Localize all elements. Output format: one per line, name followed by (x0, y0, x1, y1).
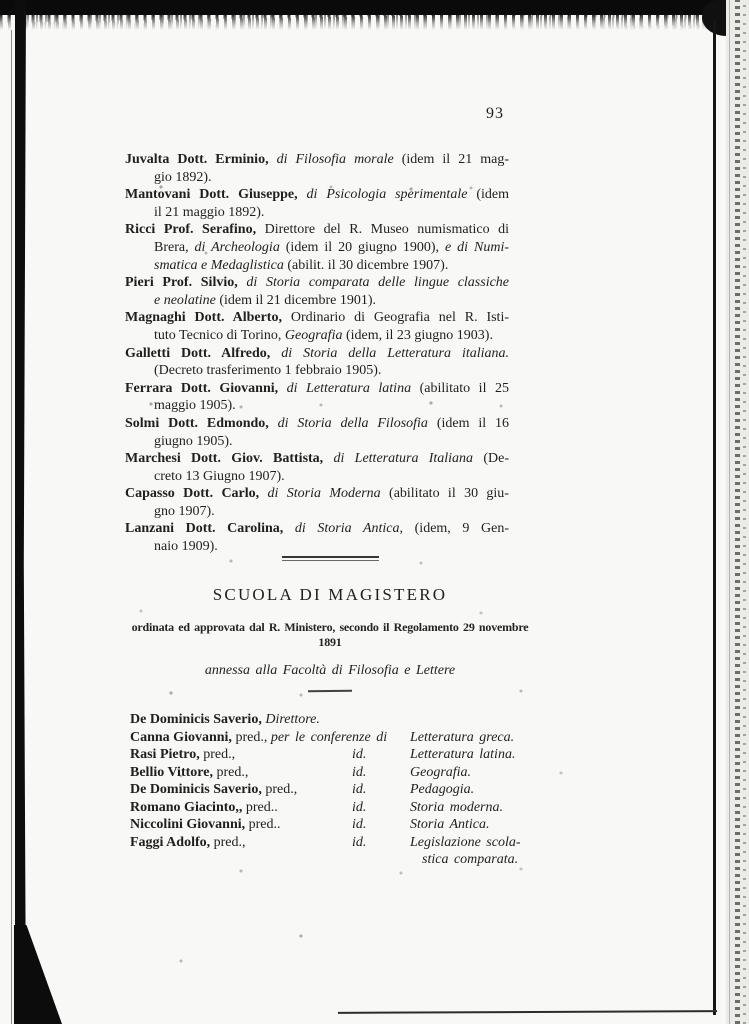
text-run: Faggi Adolfo, (130, 834, 214, 850)
magistero-cell (352, 816, 410, 834)
text-run: pred., (265, 782, 298, 797)
scan-speckle-noise (0, 0, 2, 2)
text-run: Galletti Dott. Alfredo, (125, 345, 282, 361)
text-run: di Filosofia morale (276, 152, 402, 167)
entry-line (125, 450, 509, 468)
double-rule-divider (282, 556, 379, 561)
entry-line (125, 362, 509, 380)
text-run: id. (352, 834, 367, 850)
faculty-entry (125, 485, 509, 520)
scan-left-hairline (11, 30, 12, 1024)
magistero-row (130, 746, 550, 764)
faculty-entry (125, 380, 509, 415)
entry-line (125, 239, 509, 257)
text-run: Pieri Prof. Silvio, (125, 275, 247, 291)
magistero-cell (410, 816, 550, 834)
text-run: (idem il 21 dicembre 1901). (219, 292, 376, 308)
text-run: Mantovani Dott. Giuseppe, (125, 187, 307, 203)
text-run: Lanzani Dott. Carolina, (125, 521, 295, 537)
text-run: (idem (476, 187, 509, 203)
text-run: di Letteratura Italiana (333, 451, 484, 467)
magistero-row (130, 764, 550, 782)
entry-line (125, 485, 509, 503)
magistero-table (130, 711, 550, 869)
text-run: per le conferenze di (270, 729, 388, 745)
scan-right-hairline (729, 0, 730, 1024)
text-run: (abilit. il 30 dicembre 1907). (287, 257, 449, 273)
text-run: e di Numi- (445, 239, 509, 255)
magistero-cell (352, 764, 410, 782)
entry-line (125, 468, 509, 486)
text-run: gio 1892). (154, 169, 212, 185)
magistero-cell (352, 799, 410, 817)
entry-line (125, 274, 509, 292)
text-run: pred.. (248, 817, 281, 832)
text-run: pred., (213, 834, 246, 850)
text-run: Niccolini Giovanni, (130, 817, 249, 832)
text-run: (idem, il 23 giugno 1903). (345, 327, 493, 343)
section-subtitle-faculty: annessa alla Facoltà di Filosofia e Lettere (204, 663, 456, 678)
magistero-section-header (130, 556, 530, 692)
text-run: Geografia. (410, 764, 472, 780)
scan-right-noise (735, 0, 740, 1024)
text-run: Romano Giacinto,, (130, 799, 246, 815)
text-run: id. (352, 799, 367, 815)
scan-right-page-edge-line (713, 20, 716, 1015)
faculty-entry (125, 450, 509, 485)
scan-right-noise-2 (743, 0, 746, 1024)
text-run: pred., (235, 729, 271, 745)
text-run: di Storia della Filosofia (277, 415, 437, 431)
text-run: (idem il 20 giugno 1900), (285, 239, 445, 255)
text-run: (De- (483, 451, 509, 467)
text-run: Pedagogia. (410, 782, 475, 797)
text-run: di Storia Moderna (267, 486, 390, 502)
text-run: stica comparata. (422, 852, 519, 867)
text-run: tuto Tecnico di Torino, (154, 327, 285, 343)
magistero-row (130, 781, 550, 799)
text-run: e neolatine (154, 292, 220, 308)
text-run: di Psicologia sperimentale (306, 187, 477, 203)
faculty-entry (125, 151, 509, 186)
text-run: di Storia Antica, (294, 521, 415, 537)
scan-bottom-left-blot (14, 925, 62, 1024)
magistero-cell (130, 816, 352, 834)
text-run: (idem il 21 mag- (401, 152, 509, 167)
text-run: Legislazione scola- (410, 834, 521, 850)
text-run: di Letteratura latina (286, 380, 420, 396)
short-rule-divider (308, 690, 352, 692)
magistero-row (130, 834, 550, 869)
magistero-cell (410, 746, 550, 764)
text-run: (idem il 16 (436, 415, 509, 431)
text-run: Direttore del R. Museo numismatico di (264, 222, 509, 238)
text-run: Bellio Vittore, (130, 764, 217, 780)
entry-line (125, 415, 509, 433)
text-run: De Dominicis Saverio, (130, 712, 266, 727)
text-run: Storia Antica. (410, 817, 490, 832)
entry-line (125, 204, 509, 222)
magistero-row (130, 729, 550, 747)
text-run: naio 1909). (154, 539, 218, 555)
text-run: Ordinario di Geografia nel R. Isti- (290, 310, 509, 326)
entry-line (125, 221, 509, 239)
magistero-cell (410, 834, 550, 869)
text-run: (abilitato il 30 giu- (389, 486, 509, 502)
entry-line (125, 186, 509, 204)
scan-spine-shadow (15, 0, 26, 1024)
magistero-cell (130, 799, 352, 817)
section-subtitle-decree: ordinata ed approvata dal R. Ministero, secondo il Regolamento 29 novembre 1891 (131, 620, 529, 649)
text-run: giugno 1905). (154, 433, 233, 449)
text-run: Ricci Prof. Serafino, (125, 222, 265, 238)
faculty-entry (125, 186, 509, 221)
entry-line (125, 520, 509, 538)
entry-line (125, 538, 509, 556)
text-run: gno 1907). (154, 503, 215, 519)
text-run: pred., (203, 747, 236, 762)
faculty-entry (125, 274, 509, 309)
entry-line (125, 503, 509, 521)
text-run: Geografia (284, 327, 346, 343)
faculty-entry (125, 221, 509, 274)
faculty-entry (125, 520, 509, 555)
text-run: Solmi Dott. Edmondo, (125, 415, 278, 431)
magistero-cell (352, 746, 410, 764)
text-run: (Decreto trasferimento 1 febbraio 1905). (154, 363, 382, 379)
magistero-cell (352, 834, 410, 869)
text-run: De Dominicis Saverio, (130, 782, 266, 797)
faculty-entry (125, 415, 509, 450)
text-run: di Storia comparata delle lingue classiche (246, 275, 509, 291)
faculty-list (125, 151, 509, 556)
magistero-row (130, 816, 550, 834)
entry-line (125, 380, 509, 398)
magistero-cell (130, 711, 550, 729)
magistero-row (130, 711, 550, 729)
magistero-cell (130, 746, 352, 764)
text-run: id. (352, 782, 367, 797)
magistero-row (130, 799, 550, 817)
entry-line (125, 345, 509, 363)
faculty-entry (125, 309, 509, 344)
section-title: SCUOLA DI MAGISTERO (212, 585, 448, 604)
text-run: smatica e Medaglistica (154, 257, 288, 273)
text-run: Rasi Pietro, (130, 747, 204, 762)
page-number: 93 (486, 105, 504, 122)
text-run: (idem, 9 Gen- (414, 521, 509, 537)
entry-line (125, 327, 509, 345)
text-run: di Storia della Letteratura italiana. (281, 345, 509, 361)
text-run: maggio 1905). (154, 398, 236, 414)
entry-line (125, 309, 509, 327)
text-run: creto 13 Giugno 1907). (154, 468, 285, 484)
text-run: id. (352, 747, 367, 762)
text-run: Juvalta Dott. Erminio, (125, 152, 277, 167)
text-run: Canna Giovanni, (130, 729, 236, 745)
magistero-cell (130, 764, 352, 782)
text-run: pred.. (245, 799, 278, 815)
entry-line (125, 151, 509, 169)
text-run: id. (352, 764, 367, 780)
text-run: Letteratura latina. (410, 747, 516, 762)
text-run: Letteratura greca. (410, 729, 515, 745)
text-run: il 21 maggio 1892). (154, 204, 265, 220)
entry-line (125, 257, 509, 275)
magistero-cell (410, 799, 550, 817)
magistero-cell (352, 781, 410, 799)
text-run: Storia moderna. (410, 799, 503, 815)
entry-line (125, 169, 509, 187)
magistero-cell (130, 729, 410, 747)
magistero-cell (410, 764, 550, 782)
faculty-entry (125, 345, 509, 380)
text-run: Marchesi Dott. Giov. Battista, (125, 451, 334, 467)
text-run: Ferrara Dott. Giovanni, (125, 380, 287, 396)
scan-top-edge-shadow (0, 0, 749, 15)
text-run: Brera, (154, 239, 195, 255)
text-run: pred., (216, 764, 249, 780)
text-run: (abilitato il 25 (419, 380, 509, 396)
text-run: Direttore. (265, 712, 320, 727)
text-run: di Archeologia (194, 239, 286, 255)
scan-bottom-edge-line (338, 1010, 717, 1014)
entry-line (125, 397, 509, 415)
magistero-cell (130, 834, 352, 869)
magistero-cell (130, 781, 352, 799)
text-run: Capasso Dott. Carlo, (125, 486, 268, 502)
magistero-cell (410, 781, 550, 799)
magistero-cell (410, 729, 550, 747)
entry-line (125, 433, 509, 451)
text-run: id. (352, 817, 367, 832)
entry-line (125, 292, 509, 310)
scan-top-ragged-edge (0, 14, 749, 30)
text-run: Magnaghi Dott. Alberto, (125, 310, 291, 326)
